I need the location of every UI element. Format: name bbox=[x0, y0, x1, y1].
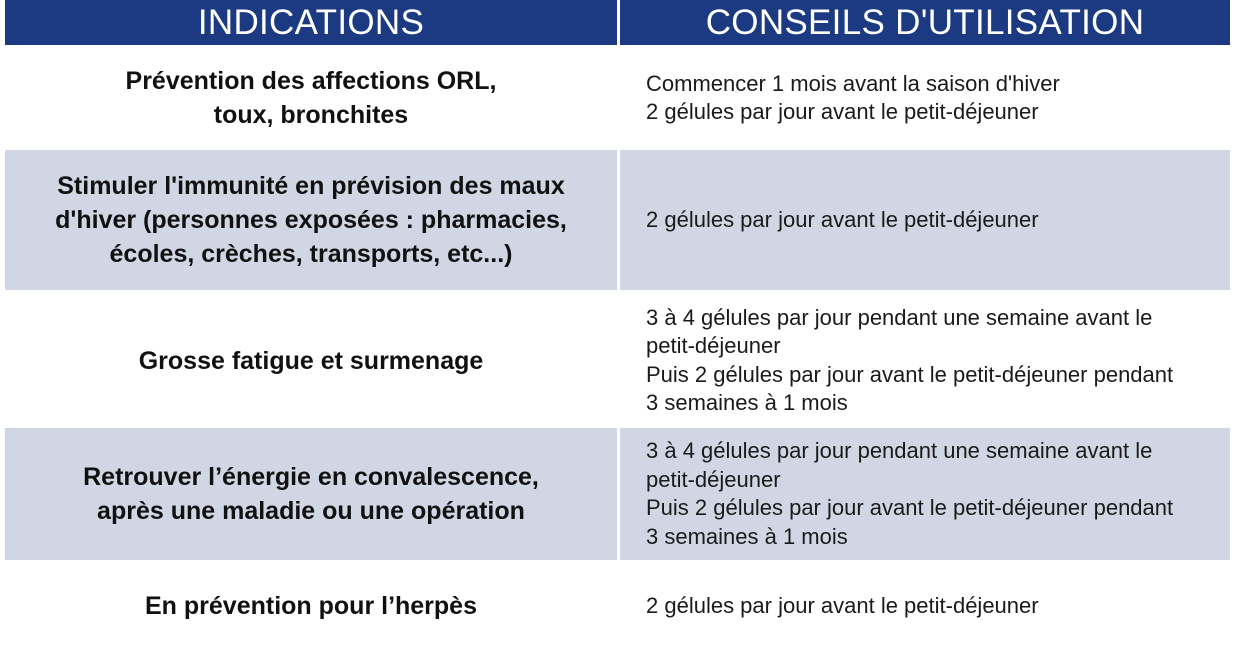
header-conseils: CONSEILS D'UTILISATION bbox=[620, 0, 1230, 45]
indications-table bbox=[5, 0, 1230, 620]
indication-line: En prévention pour l’herpès bbox=[145, 592, 477, 620]
conseil-line: Puis 2 gélules par jour avant le petit-déjeuner pendant bbox=[646, 495, 1174, 520]
table-row bbox=[5, 150, 1230, 290]
conseil-cell bbox=[620, 428, 1230, 560]
indication-line: après une maladie ou une opération bbox=[97, 497, 525, 525]
conseil-line: 3 semaines à 1 mois bbox=[646, 390, 848, 415]
indication-cell bbox=[5, 51, 617, 145]
conseil-line: Commencer 1 mois avant la saison d'hiver bbox=[646, 70, 1060, 96]
conseil-line: 3 à 4 gélules par jour pendant une semaine avant le bbox=[646, 438, 1153, 463]
indication-line: Retrouver l’énergie en convalescence, bbox=[83, 463, 539, 491]
table-row bbox=[5, 297, 1230, 424]
table-row bbox=[5, 51, 1230, 145]
indication-cell bbox=[5, 570, 617, 642]
indication-line: d'hiver (personnes exposées : pharmacies, bbox=[55, 206, 567, 234]
conseil-line: 3 semaines à 1 mois bbox=[646, 523, 848, 549]
indication-line: Prévention des affections ORL, bbox=[125, 67, 497, 95]
conseil-line: 2 gélules par jour avant le petit-déjeuner bbox=[646, 99, 1039, 124]
indication-line: toux, bronchites bbox=[213, 101, 409, 129]
indication-line: écoles, crèches, transports, etc...) bbox=[109, 240, 513, 268]
indication-cell bbox=[5, 428, 617, 560]
conseil-line: 2 gélules par jour avant le petit-déjeuner bbox=[646, 206, 1039, 232]
table-header bbox=[5, 0, 1230, 45]
conseil-line: Puis 2 gélules par jour avant le petit-déjeuner pendant bbox=[646, 361, 1174, 387]
conseil-cell bbox=[620, 297, 1230, 424]
table-row bbox=[5, 570, 1230, 642]
conseil-cell bbox=[620, 570, 1230, 642]
conseil-line: 3 à 4 gélules par jour pendant une semaine avant le bbox=[646, 304, 1153, 330]
conseil-cell bbox=[620, 51, 1230, 145]
conseil-cell bbox=[620, 150, 1230, 290]
indication-cell bbox=[5, 297, 617, 424]
indication-line: Stimuler l'immunité en prévision des maux bbox=[57, 172, 565, 200]
conseil-line: 2 gélules par jour avant le petit-déjeuner bbox=[646, 592, 1039, 618]
indication-line: Grosse fatigue et surmenage bbox=[138, 346, 484, 375]
conseil-line: petit-déjeuner bbox=[646, 333, 781, 358]
conseil-line: petit-déjeuner bbox=[646, 466, 781, 492]
indication-cell bbox=[5, 150, 617, 290]
table-row bbox=[5, 428, 1230, 560]
header-indications: INDICATIONS bbox=[5, 0, 617, 45]
